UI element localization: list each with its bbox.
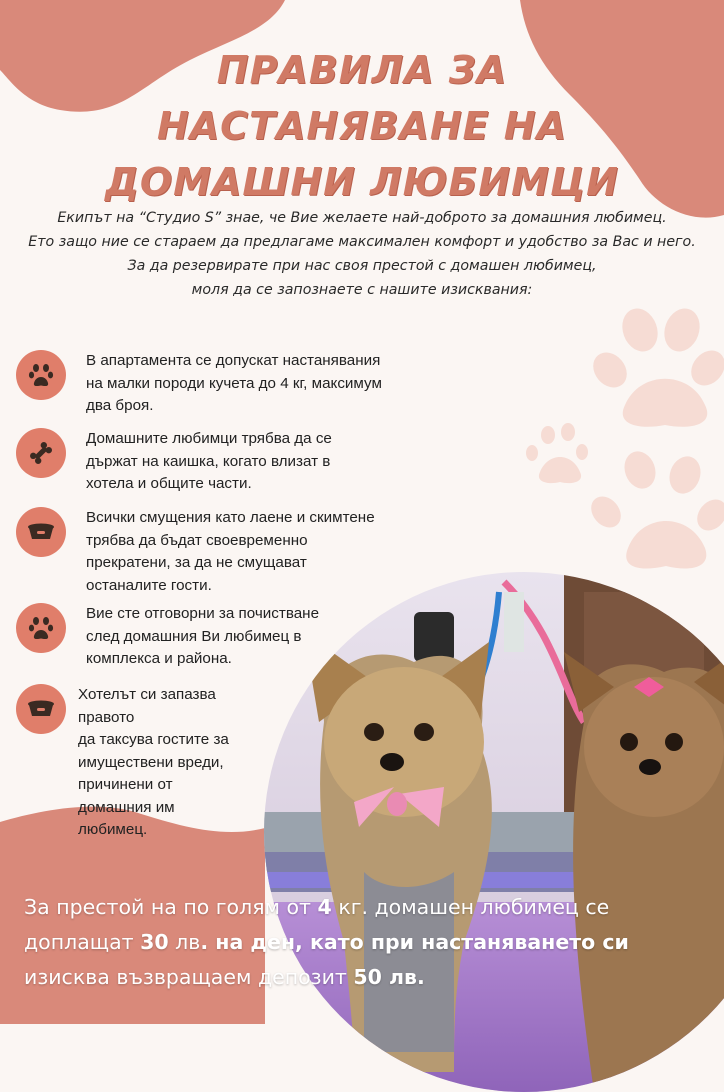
rule-item-4	[16, 603, 319, 671]
rule-item-3	[16, 507, 375, 597]
footer-line-3	[24, 960, 714, 995]
right-dog	[564, 642, 724, 1092]
paw-print-small	[526, 423, 588, 483]
paw-print-large	[586, 304, 724, 427]
paw-print-medium	[585, 447, 724, 569]
footer-text: доплащат	[24, 930, 141, 954]
bowl-icon	[16, 684, 66, 734]
footer-fee-value: 30	[140, 930, 169, 954]
footer-text: . на ден	[200, 930, 296, 954]
title-line-1: ПРАВИЛА ЗА	[216, 48, 508, 92]
rule-item-1	[16, 350, 382, 418]
footer-text: лв	[168, 930, 201, 954]
intro-line-2: Ето защо ние се стараем да предлагаме максимален комфорт и удобство за Вас и него.	[28, 234, 696, 250]
intro-line-1: Екипът на “Студио S” знае, че Вие желаете най-доброто за домашния любимец.	[57, 210, 667, 226]
footer-text: лв.	[381, 965, 425, 989]
footer-text: изисква възвращаем депозит	[24, 965, 354, 989]
rule-text-4: Вие сте отговорни за почистване след домашния Ви любимец в комплекса и района.	[86, 605, 320, 667]
footer-text: За престой на по голям от	[24, 895, 318, 919]
footer-weight-value: 4	[317, 895, 332, 919]
rule-item-2	[16, 428, 332, 496]
footer-text: кг. домашен любимец се	[331, 895, 610, 919]
rule-text-3: Всички смущения като лаене и скимтене трябва да бъдат своевременно прекратени, за да не смущават останалите гости.	[86, 509, 375, 594]
intro-text	[0, 206, 724, 302]
page-title	[0, 42, 724, 210]
bowl-icon	[16, 507, 66, 557]
rule-text-5: Хотелът си запазва правото да таксува гостите за имуществени вреди, причинени от домашния им любимец.	[78, 686, 229, 838]
bone-icon	[16, 428, 66, 478]
footer-line-2	[24, 925, 714, 960]
footer-deposit-value: 50	[353, 965, 382, 989]
rule-text-1: В апартамента се допускат настанявания на малки породи кучета до 4 кг, максимум два броя.	[86, 352, 382, 414]
footer-text: , като при настаняването си	[295, 930, 629, 954]
rule-item-5	[16, 684, 229, 842]
title-line-3: ДОМАШНИ ЛЮБИМЦИ	[105, 160, 619, 204]
rule-text-2: Домашните любимци трябва да се държат на каишка, когато влизат в хотела и общите части.	[86, 430, 332, 492]
intro-line-4: моля да се запознаете с нашите изисквания:	[191, 282, 533, 298]
footer-note	[24, 890, 714, 995]
paw-icon	[16, 350, 66, 400]
footer-line-1	[24, 890, 714, 925]
intro-line-3: За да резервирате при нас своя престой с домашен любимец,	[127, 258, 597, 274]
paw-icon	[16, 603, 66, 653]
title-line-2: НАСТАНЯВАНЕ НА	[156, 104, 568, 148]
